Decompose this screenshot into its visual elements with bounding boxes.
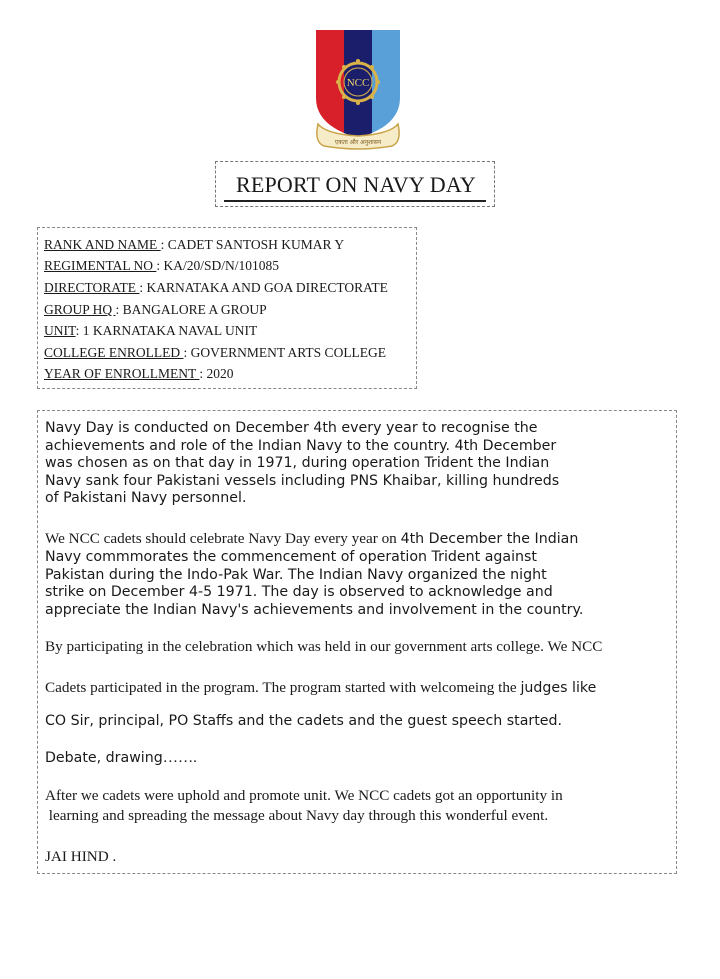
info-label: DIRECTORATE — [44, 280, 140, 295]
text-line: achievements and role of the Indian Navy to the country. 4th December — [45, 437, 557, 454]
text-run: ……. — [162, 749, 197, 766]
info-row-year — [44, 366, 234, 382]
info-row-unit — [44, 323, 257, 339]
text-line: Pakistan during the Indo-Pak War. The Indian Navy organized the night — [45, 566, 547, 583]
text-line: learning and spreading the message about Navy day through this wonderful event. — [45, 807, 549, 824]
paragraph-participation: By participating in the celebration which was held in our government arts college. We NCC — [45, 638, 603, 655]
info-row-group-hq — [44, 302, 267, 318]
text-run: Cadets participated in the program. The program started with welcomeing the — [45, 679, 521, 696]
info-label: RANK AND NAME — [44, 237, 161, 252]
info-label: COLLEGE ENROLLED — [44, 345, 184, 360]
paragraph-program — [45, 678, 671, 698]
info-label: REGIMENTAL NO — [44, 258, 157, 273]
info-value: : 2020 — [199, 366, 234, 381]
paragraph-guests: CO Sir, principal, PO Staffs and the cadets and the guest speech started. — [45, 713, 563, 729]
text-line: After we cadets were uphold and promote unit. We NCC cadets got an opportunity in — [45, 787, 563, 804]
info-value: : BANGALORE A GROUP — [115, 302, 267, 317]
emblem-ncc-text: NCC — [346, 77, 370, 89]
text-run: Debate, drawing — [45, 750, 163, 766]
text-line — [45, 529, 671, 549]
title-box — [215, 161, 495, 207]
text-line: Navy commmorates the commencement of operation Trident against — [45, 549, 537, 565]
info-value: : GOVERNMENT ARTS COLLEGE — [183, 345, 387, 360]
text-run: 4th December the Indian — [400, 531, 579, 547]
info-row-regimental-no — [44, 258, 279, 274]
text-line: Navy Day is conducted on December 4th every year to recognise the — [45, 420, 538, 436]
paragraph-conclusion — [45, 786, 671, 826]
paragraph-intro — [45, 420, 671, 508]
emblem-motto: एकता और अनुशासन — [334, 139, 382, 146]
cadet-info-box — [37, 227, 417, 389]
title-underline — [224, 200, 486, 202]
text-line: strike on December 4-5 1971. The day is observed to acknowledge and — [45, 584, 553, 600]
info-value: : 1 KARNATAKA NAVAL UNIT — [75, 323, 258, 338]
info-label: UNIT — [44, 323, 76, 338]
info-label: YEAR OF ENROLLMENT — [44, 366, 200, 381]
text-line: Navy sank four Pakistani vessels including PNS Khaibar, killing hundreds — [45, 472, 560, 489]
info-row-directorate — [44, 280, 388, 296]
paragraph-celebrate — [45, 529, 671, 619]
info-label: GROUP HQ — [44, 302, 116, 317]
ncc-emblem-logo — [310, 28, 406, 152]
info-value: : KARNATAKA AND GOA DIRECTORATE — [139, 280, 388, 295]
closing-line: JAI HIND . — [45, 848, 117, 865]
info-row-rank-name — [44, 237, 344, 253]
text-run: We NCC cadets should celebrate Navy Day every year on — [45, 530, 401, 547]
text-line: was chosen as on that day in 1971, during operation Trident the Indian — [45, 455, 550, 471]
text-run: judges like — [520, 680, 597, 696]
paragraph-events — [45, 748, 671, 768]
info-value: : CADET SANTOSH KUMAR Y — [160, 237, 345, 252]
report-body-box — [37, 410, 677, 874]
info-row-college — [44, 345, 386, 361]
text-line: appreciate the Indian Navy's achievements and involvement in the country. — [45, 601, 584, 618]
page-title: REPORT ON NAVY DAY — [235, 172, 477, 197]
info-value: : KA/20/SD/N/101085 — [156, 258, 280, 273]
text-line: of Pakistani Navy personnel. — [45, 490, 247, 506]
